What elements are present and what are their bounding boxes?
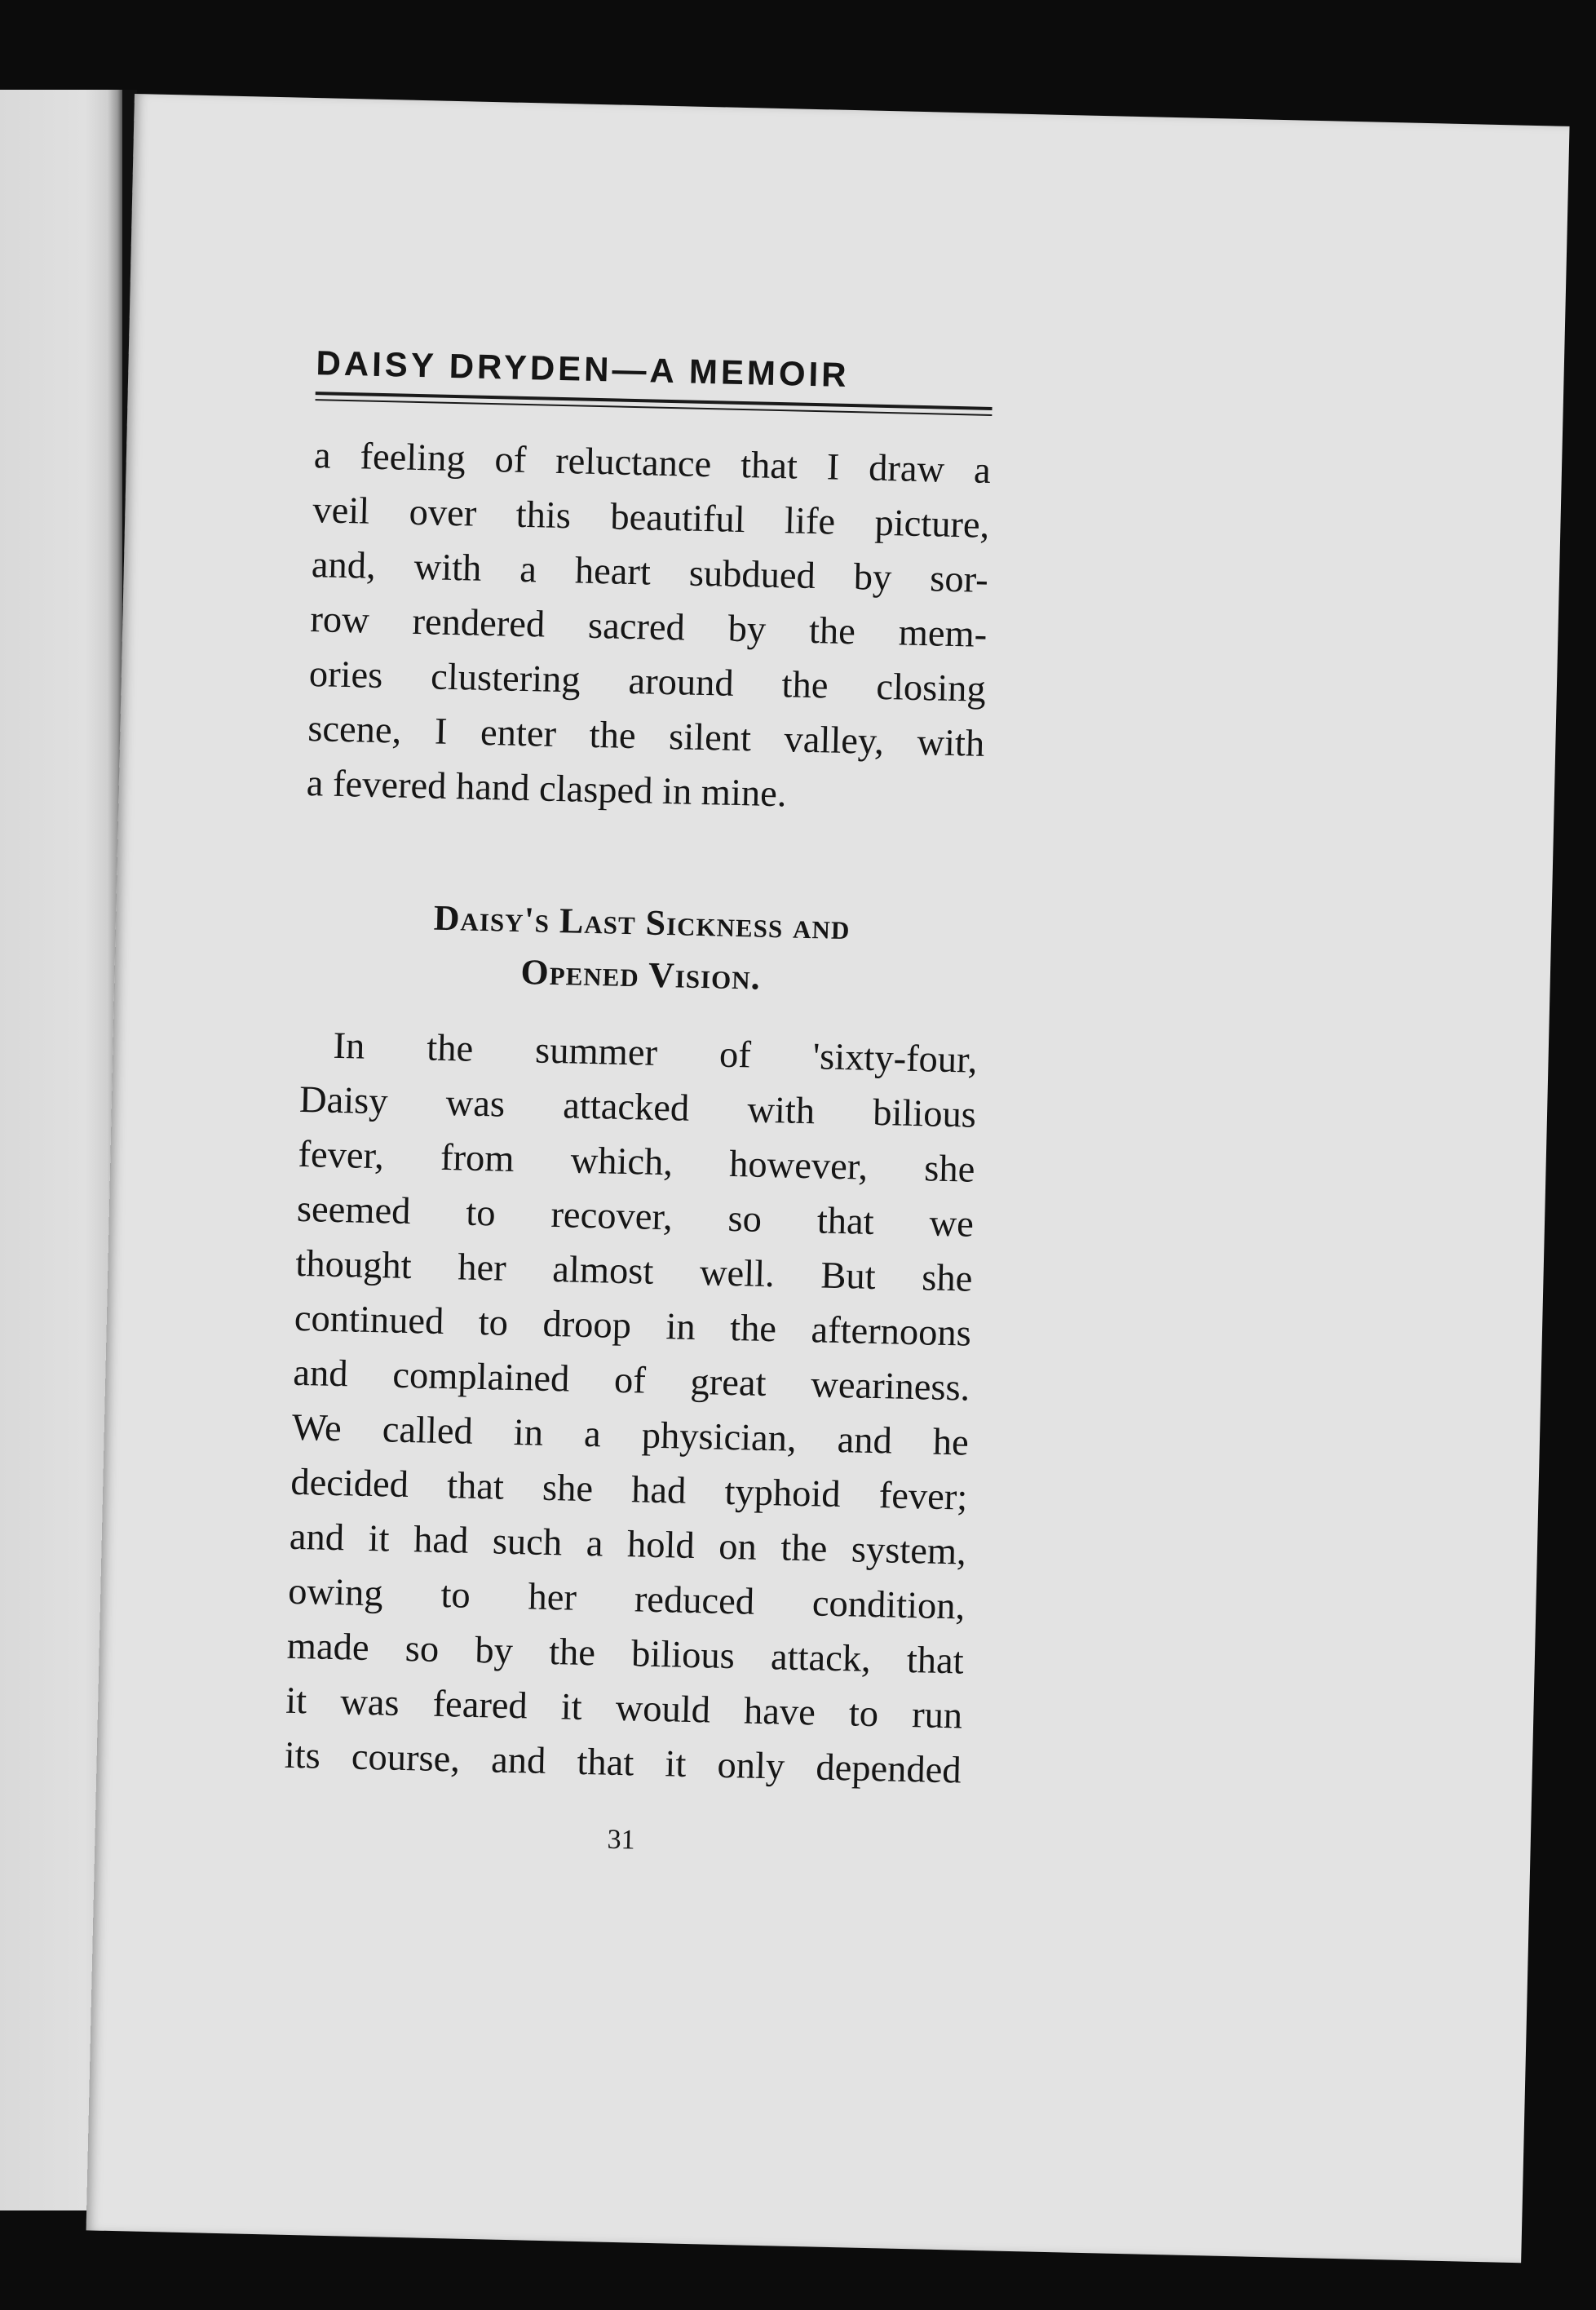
- paragraph-continued: [306, 428, 991, 826]
- paragraph-section: [284, 1018, 978, 1799]
- text-line: and it had such a hold on the system,: [289, 1516, 967, 1573]
- text-line: We called in a physician, and he: [291, 1406, 970, 1464]
- text-line: owing to her reduced condition,: [287, 1570, 966, 1628]
- text-line: seemed to recover, so that we: [296, 1188, 975, 1246]
- text-line: veil over this beautiful life picture,: [312, 489, 990, 547]
- section-heading-line: Daisy's Last Sickness and: [433, 897, 851, 948]
- page-number: 31: [607, 1824, 636, 1856]
- book-page: [86, 94, 1570, 2263]
- text-line: thought her almost well. But she: [294, 1242, 973, 1300]
- text-line: row rendered sacred by the mem-: [309, 599, 988, 656]
- text-line: a feeling of reluctance that I draw a: [313, 435, 992, 492]
- text-line: it was feared it would have to run: [285, 1679, 963, 1737]
- text-line: scene, I enter the silent valley, with: [307, 708, 985, 765]
- text-block: [282, 343, 993, 1863]
- text-line: continued to droop in the afternoons: [294, 1297, 972, 1355]
- text-line: a fevered hand clasped in mine.: [306, 763, 788, 816]
- text-line: decided that she had typhoid fever;: [290, 1461, 968, 1519]
- text-line: ories clustering around the closing: [308, 653, 987, 710]
- text-line: Daisy was attacked with bilious: [298, 1078, 977, 1136]
- section-heading-line: Opened Vision.: [520, 952, 762, 998]
- text-line: its course, and that it only depended: [284, 1734, 962, 1792]
- section-heading: [302, 889, 981, 1009]
- running-head: DAISY DRYDEN—A MEMOIR: [316, 343, 851, 394]
- text-line: and complained of great weariness.: [292, 1352, 970, 1409]
- text-line: fever, from which, however, she: [297, 1133, 975, 1191]
- text-line: made so by the bilious attack, that: [286, 1625, 965, 1683]
- text-line: In the summer of 'sixty-four,: [333, 1024, 978, 1082]
- text-line: and, with a heart subdued by sor-: [311, 544, 989, 601]
